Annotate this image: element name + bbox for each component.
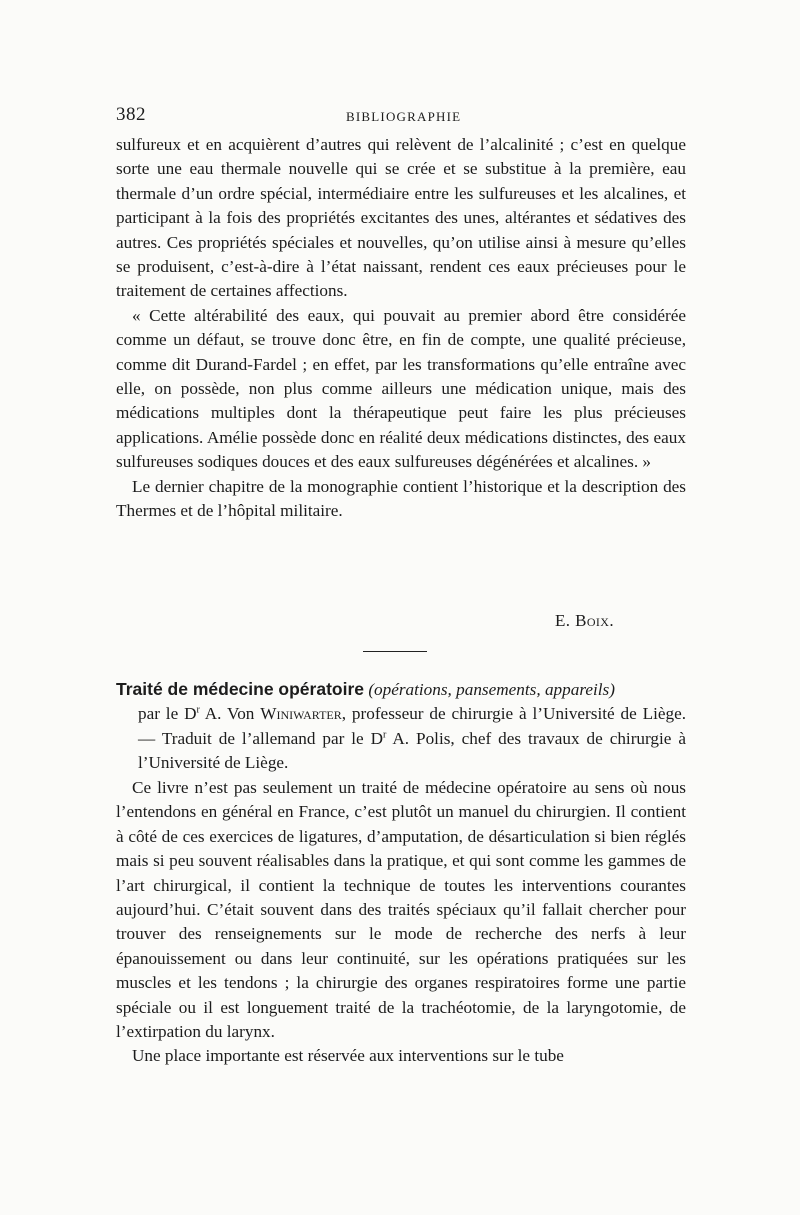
paragraph: sulfureux et en acquièrent d’autres qui relèvent de l’alcalinité ; c’est en quelque sorte une eau thermale nouvelle qui se crée et se substitue à la première, eau thermale d’un ordre spécial, intermédiaire entre les sulfureuses et les alcalines, et participant à la fois des propriétés excitantes des unes, altérantes et sédatives des autres. Ces propriétés spéciales et nouvelles, qu’on utilise ainsi à mesure qu’elles se produisent, c’est-à-dire à l’état naissant, rendent ces eaux précieuses pour le traitement de certaines affections. [116,135,686,301]
signature-name: Boix. [575,611,614,630]
page-number: 382 [116,104,146,125]
bibliography-entry [116,677,686,776]
reviewer-signature [555,611,614,631]
superscript: r [383,729,387,741]
paragraph: « Cette altérabilité des eaux, qui pouvait au premier abord être considérée comme un défaut, se trouve donc être, en fin de compte, une qualité précieuse, comme dit Durand-Fardel ; en effet, par les transformations qu’elle entraîne avec elle, on possède, non plus comme ailleurs une médication unique, mais des médications multiples dont la thérapeutique peut faire les plus précieuses applications. Amélie possède donc en réalité deux médications distinctes, des eaux sulfureuses sodiques douces et des eaux sulfureuses dégénérées et alcalines. » [116,305,686,472]
paragraph: Le dernier chapitre de la monographie contient l’historique et la description des Thermes et de l’hôpital militaire. [116,476,686,521]
translator: A. Polis, chef des travaux de chirurgie à l’Université de Liège. [138,728,686,773]
superscript: r [196,704,200,716]
section-divider [363,651,427,652]
running-head: BIBLIOGRAPHIE [346,109,462,124]
author-prefix: A. Von [199,704,261,724]
author-affiliation: , professeur de chirurgie à l’Université de Liège. — Traduit de l’allemand par le D [138,704,686,748]
author-name: Winiwarter [260,704,342,724]
paragraph: Ce livre n’est pas seulement un traité de médecine opératoire au sens où nous l’entendons en général en France, c’est plutôt un manuel du chirurgien. Il contient à côté de ces exercices de ligatures, d’amputation, de désarticulation si bien réglés mais si peu souvent réalisables dans la pratique, et qui sont comme les gammes de l’art chirurgical, il contient la technique de toutes les interventions courantes aujourd’hui. C’était souvent dans des traités spéciaux qu’il fallait chercher pour trouver des renseignements sur le mode de recherche des nerfs à leur épanouissement ou dans leur continuité, sur les opérations pratiquées sur les muscles et les tendons ; la chirurgie des organes respiratoires forme une partie spéciale ou il est longuement traité de la trachéotomie, de la laryngotomie, de l’extirpation du larynx. [116,778,686,1042]
entry-byline [116,702,686,775]
entry-title: Traité de médecine opératoire [116,679,365,699]
signature-initial: E. [554,611,576,630]
entry-subtitle: (opérations, pansements, appareils) [368,680,615,699]
paragraph: Une place importante est réservée aux interventions sur le tube [132,1046,564,1066]
page-header [116,104,686,132]
review-body-continued [116,133,686,524]
byline-prefix: par le D [138,704,197,724]
review-body [116,776,686,1069]
